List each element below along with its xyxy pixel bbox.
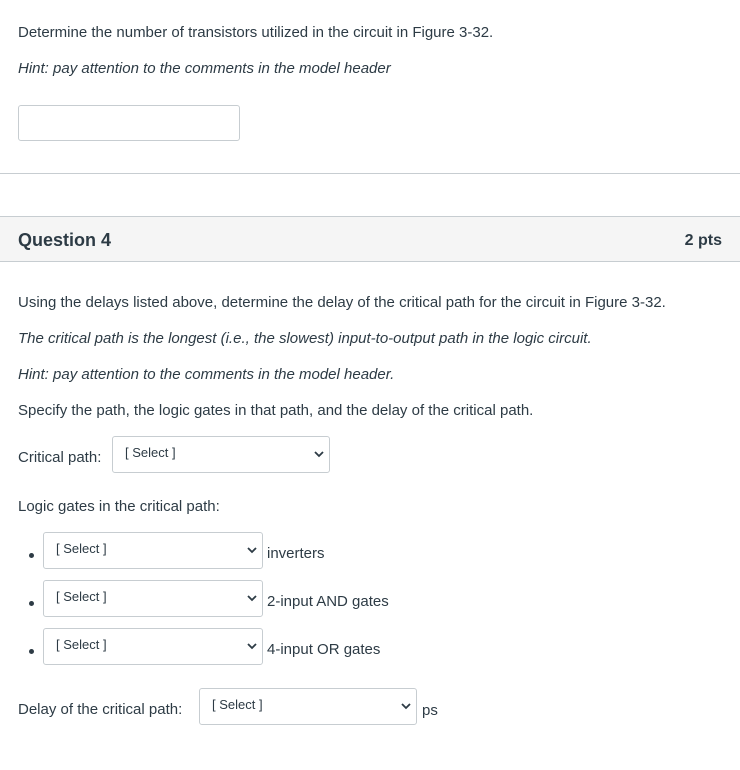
and-gates-count-select[interactable] [43,580,263,617]
critical-path-select[interactable] [112,436,330,473]
chevron-down-icon [247,641,257,651]
delay-unit: ps [422,702,438,719]
delay-select-value: [ Select ] [212,697,263,712]
question-points: 2 pts [684,232,722,249]
critical-path-label: Critical path: [18,449,102,466]
question-title: Question 4 [18,230,112,250]
delay-label: Delay of the critical path: [18,701,183,718]
chevron-down-icon [314,449,324,459]
inverters-count-select-value: [ Select ] [56,541,107,556]
logic-gates-label: Logic gates in the critical path: [18,498,220,515]
chevron-down-icon [401,701,411,711]
question-4-header [0,216,740,262]
question-separator [0,173,740,174]
or-gates-count-select[interactable] [43,628,263,665]
and-gates-label: 2-input AND gates [267,593,389,610]
inverters-count-select[interactable] [43,532,263,569]
question-4-prompt: Using the delays listed above, determine the delay of the critical path for the circuit in Figure 3-32. [18,294,666,311]
list-bullet [29,553,34,558]
question-4-instruction: Specify the path, the logic gates in that path, and the delay of the critical path. [18,402,534,419]
question-3-prompt: Determine the number of transistors utilized in the circuit in Figure 3-32. [18,24,494,41]
or-gates-count-select-value: [ Select ] [56,637,107,652]
inverters-label: inverters [267,545,325,562]
chevron-down-icon [247,593,257,603]
critical-path-definition: The critical path is the longest (i.e., the slowest) input-to-output path in the logic circuit. [18,330,592,347]
question-3-answer-input[interactable] [18,105,240,141]
list-bullet [29,601,34,606]
delay-select[interactable] [199,688,417,725]
question-3-hint: Hint: pay attention to the comments in the model header [18,60,391,77]
list-bullet [29,649,34,654]
or-gates-label: 4-input OR gates [267,641,381,658]
question-4-hint: Hint: pay attention to the comments in the model header. [18,366,395,383]
chevron-down-icon [247,545,257,555]
and-gates-count-select-value: [ Select ] [56,589,107,604]
critical-path-select-value: [ Select ] [125,445,176,460]
